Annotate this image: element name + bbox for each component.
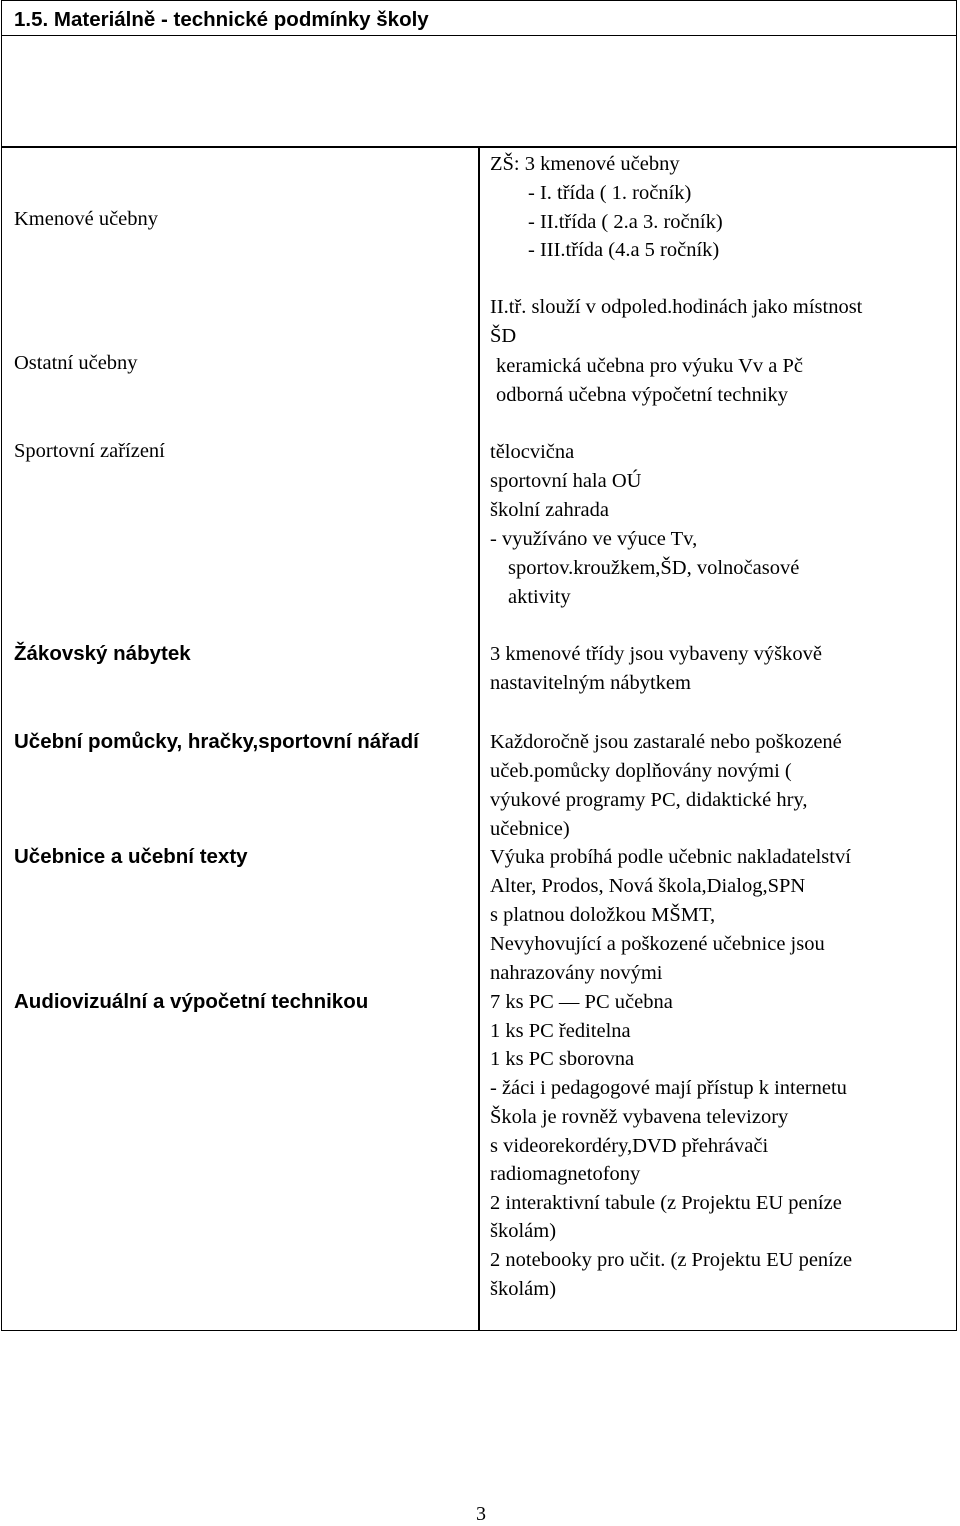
section-title: 1.5. Materiálně - technické podmínky školy: [14, 8, 429, 31]
row-label-kmenove-ucebny: Kmenové učebny: [14, 208, 159, 230]
row-label-zakovsky-nabytek: Žákovský nábytek: [14, 642, 191, 665]
row-6-line: 2 notebooky pro učit. (z Projektu EU peníze: [490, 1249, 853, 1271]
row-1-line: II.tř. slouží v odpoled.hodinách jako místnost: [490, 296, 863, 318]
row-6-line: radiomagnetofony: [490, 1163, 641, 1185]
row-6-line: 1 ks PC ředitelna: [490, 1020, 631, 1042]
row-label-ucebni-pomucky: Učební pomůcky, hračky,sportovní nářadí: [14, 730, 419, 753]
row-6-line: 1 ks PC sborovna: [490, 1048, 635, 1070]
row-5-line: Alter, Prodos, Nová škola,Dialog,SPN: [490, 875, 806, 897]
page-number: 3: [476, 1503, 486, 1525]
row-2-line: školní zahrada: [490, 499, 609, 521]
row-4-line: učeb.pomůcky doplňovány novými (: [490, 760, 792, 782]
row-6-line: školám): [490, 1278, 557, 1300]
row-4-line: učebnice): [490, 818, 570, 840]
row-3-line: nastavitelným nábytkem: [490, 672, 691, 694]
row-6-line: s videorekordéry,DVD přehrávači: [490, 1135, 769, 1157]
row-6-line: 7 ks PC — PC učebna: [490, 991, 673, 1013]
row-label-ucebnice: Učebnice a učební texty: [14, 845, 248, 868]
row-2-line: - využíváno ve výuce Tv,: [490, 528, 698, 550]
row-5-line: nahrazovány novými: [490, 962, 663, 984]
row-5-line: s platnou doložkou MŠMT,: [490, 904, 716, 926]
row-0-line: - II.třída ( 2.a 3. ročník): [528, 211, 723, 233]
row-2-line: tělocvična: [490, 441, 575, 463]
row-6-line: - žáci i pedagogové mají přístup k internetu: [490, 1077, 847, 1099]
row-2-line: aktivity: [508, 586, 571, 608]
row-4-line: Každoročně jsou zastaralé nebo poškozené: [490, 731, 842, 753]
row-4-line: výukové programy PC, didaktické hry,: [490, 789, 808, 811]
row-label-audiovizualni: Audiovizuální a výpočetní technikou: [14, 990, 369, 1013]
row-0-line: - III.třída (4.a 5 ročník): [528, 239, 720, 261]
row-1-line: keramická učebna pro výuku Vv a Pč: [496, 355, 804, 377]
row-5-line: Nevyhovující a poškozené učebnice jsou: [490, 933, 825, 955]
table-column-divider: [478, 146, 480, 1331]
row-6-line: Škola je rovněž vybavena televizory: [490, 1106, 789, 1128]
row-6-line: 2 interaktivní tabule (z Projektu EU peníze: [490, 1192, 842, 1214]
row-2-line: sportovní hala OÚ: [490, 470, 642, 492]
row-5-line: Výuka probíhá podle učebnic nakladatelství: [490, 846, 851, 868]
row-0-line: ZŠ: 3 kmenové učebny: [490, 153, 680, 175]
row-3-line: 3 kmenové třídy jsou vybaveny výškově: [490, 643, 822, 665]
row-label-sportovni-zarizeni: Sportovní zařízení: [14, 440, 165, 462]
row-0-line: - I. třída ( 1. ročník): [528, 182, 692, 204]
row-1-line: ŠD: [490, 325, 517, 347]
row-1-line: odborná učebna výpočetní techniky: [496, 384, 789, 406]
row-label-ostatni-ucebny: Ostatní učebny: [14, 352, 138, 374]
row-2-line: sportov.kroužkem,ŠD, volnočasové: [508, 557, 800, 579]
row-6-line: školám): [490, 1220, 557, 1242]
